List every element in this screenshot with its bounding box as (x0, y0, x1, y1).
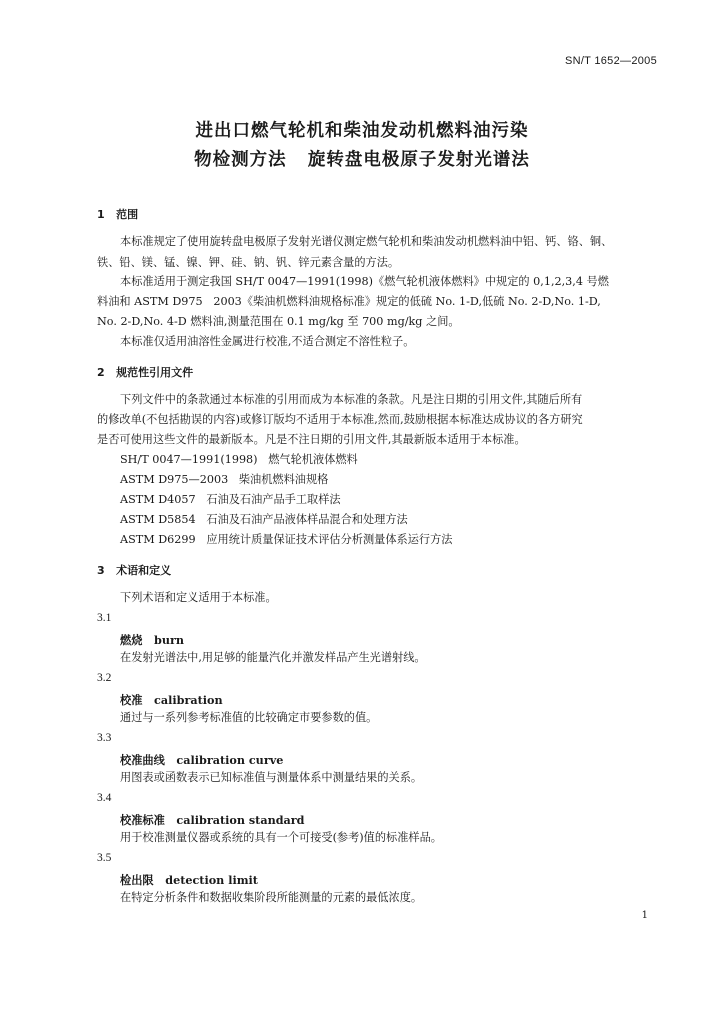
paragraph-line: 本标准仅适用油溶性金属进行校准,不适合测定不溶性粒子。 (120, 335, 415, 348)
term-number: 3.4 (97, 792, 112, 804)
document-title-line-2: 物检测方法 旋转盘电极原子发射光谱法 (194, 150, 530, 170)
section-2-heading: 2 规范性引用文件 (97, 366, 194, 379)
reference-item: SH/T 0047—1991(1998) 燃气轮机液体燃料 (120, 453, 358, 466)
reference-item: ASTM D5854 石油及石油产品液体样品混合和处理方法 (120, 513, 408, 526)
term-definition: 通过与一系列参考标准值的比较确定市要参数的值。 (120, 711, 378, 724)
paragraph-line: 是否可使用这些文件的最新版本。凡是不注日期的引用文件,其最新版本适用于本标准。 (97, 433, 526, 446)
paragraph-line: No. 2-D,No. 4-D 燃料油,测量范围在 0.1 mg/kg 至 700 mg/kg 之间。 (97, 315, 460, 328)
paragraph-line: 下列术语和定义适用于本标准。 (120, 591, 277, 604)
term-name: 燃烧 burn (120, 633, 185, 647)
reference-item: ASTM D4057 石油及石油产品手工取样法 (120, 493, 341, 506)
term-number: 3.3 (97, 732, 112, 744)
paragraph-line: 本标准适用于测定我国 SH/T 0047—1991(1998)《燃气轮机液体燃料》中规定的 0,1,2,3,4 号燃 (120, 275, 609, 288)
reference-item: ASTM D6299 应用统计质量保证技术评估分析测量体系运行方法 (120, 533, 453, 546)
paragraph-line: 料油和 ASTM D975 2003《柴油机燃料油规格标准》规定的低硫 No. 1-D,低硫 No. 2-D,No. 1-D, (97, 295, 601, 308)
standard-code: SN/T 1652—2005 (564, 55, 657, 67)
document-title-line-1: 进出口燃气轮机和柴油发动机燃料油污染 (195, 121, 529, 141)
term-definition: 在发射光谱法中,用足够的能量汽化并激发样品产生光谱射线。 (120, 651, 426, 664)
paragraph-line: 铁、铅、镁、锰、镍、钾、硅、钠、钒、锌元素含量的方法。 (97, 256, 400, 269)
term-name: 校准曲线 calibration curve (120, 753, 284, 767)
term-number: 3.5 (97, 852, 112, 864)
reference-item: ASTM D975—2003 柴油机燃料油规格 (120, 473, 329, 486)
term-definition: 用于校准测量仪器或系统的具有一个可接受(参考)值的标准样品。 (120, 831, 442, 844)
term-name: 校准 calibration (120, 693, 223, 707)
section-3-heading: 3 术语和定义 (97, 564, 172, 577)
paragraph-line: 下列文件中的条款通过本标准的引用而成为本标准的条款。凡是注日期的引用文件,其随后所有 (120, 393, 583, 406)
paragraph-line: 本标准规定了使用旋转盘电极原子发射光谱仪测定燃气轮机和柴油发动机燃料油中铝、钙、铬、铜、 (120, 235, 613, 248)
term-name: 校准标准 calibration standard (120, 813, 305, 827)
term-definition: 在特定分析条件和数据收集阶段所能测量的元素的最低浓度。 (120, 891, 423, 904)
term-number: 3.2 (97, 672, 112, 684)
section-1-heading: 1 范围 (97, 208, 139, 221)
term-number: 3.1 (97, 612, 112, 624)
paragraph-line: 的修改单(不包括勘误的内容)或修订版均不适用于本标准,然而,鼓励根据本标准达成协议的各方研究 (97, 413, 583, 426)
term-name: 检出限 detection limit (120, 873, 258, 887)
term-definition: 用图表或函数表示已知标准值与测量体系中测量结果的关系。 (120, 771, 423, 784)
page-number: 1 (641, 910, 648, 921)
